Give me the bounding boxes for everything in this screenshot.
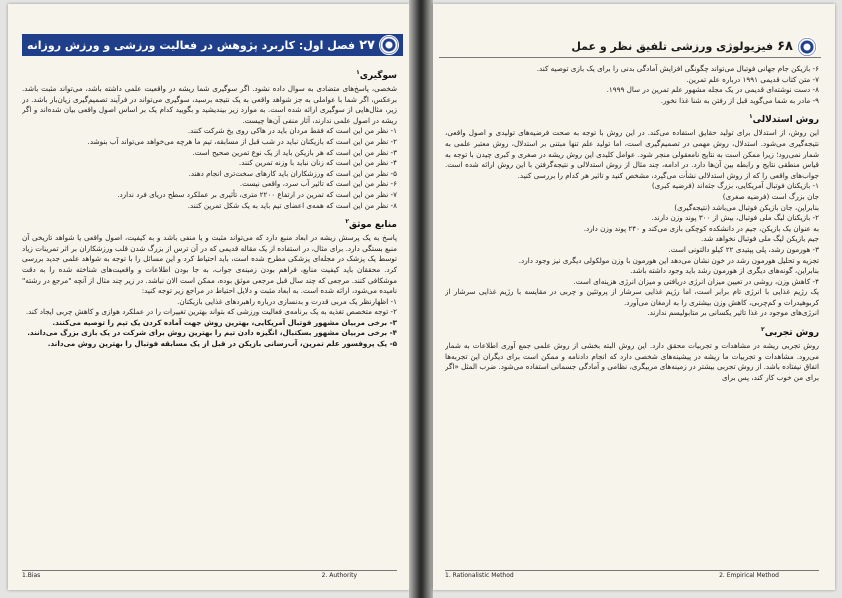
footnote: 1. Rationalistic Method bbox=[445, 572, 514, 579]
section-title-empirical: روش تجربی$^۲$ bbox=[761, 326, 819, 339]
book-title: فیزیولوژی ورزشی تلفیق نظر و عمل bbox=[571, 40, 774, 53]
list-item: یک رژیم غذایی با انرژی تام برابر است، اما رژیم غذایی سرشار از پروتئین و چربی در مقایسه با رژیم غذایی سرشار از کربوهیدرات و کم‌چربی، کاهش وزن بیشتری را به ارمغان می‌آورد. bbox=[445, 287, 819, 307]
list-item: ۴- کاهش وزن، روشی در تعیین میزان انرژی دریافتی و میزان انرژی هزینه‌ای است. bbox=[573, 276, 819, 286]
list-item: ۲- بازیکنان لیگ ملی فوتبال، بیش از ۳۰۰ پوند وزن دارند. bbox=[651, 213, 819, 223]
university-logo-icon bbox=[379, 35, 399, 55]
list-item: ۴- برخی مربیان مشهور بسکتبال، انگیزه دادن تیم را بهترین روش برای شرکت در یک بازی بزرگ می‌دانند. bbox=[27, 328, 397, 338]
list-item: ۱- اظهارنظر یک مربی قدرت و بدنسازی درباره راهبردهای غذایی بازیکنان. bbox=[177, 296, 397, 306]
list-item: به عنوان یک بازیکن، جیم در دانشکده کوچکی بازی می‌کند و ۲۴۰ پوند وزن دارد. bbox=[583, 223, 819, 233]
list-item: ۱- نظر من این است که فقط مردان باید در هاکی روی یخ شرکت کنند. bbox=[187, 126, 397, 136]
footnotes bbox=[22, 570, 397, 582]
list-item: ۸- دست نوشته‌ای قدیمی در یک مجله مشهور علم تمرین در سال ۱۹۹۹. bbox=[606, 85, 819, 95]
page-content bbox=[445, 64, 819, 564]
list-item: ۴- نظر من این است که زنان نباید با وزنه تمرین کنند. bbox=[238, 158, 397, 168]
list-item: ۶- بازیکن جام جهانی فوتبال می‌تواند چگونگی افزایش آمادگی بدنی را برای یک بازی توصیه کند. bbox=[536, 64, 819, 73]
paragraph: پاسخ به یک پرسش ریشه در ابعاد منبع دارد که می‌تواند مثبت و یا منفی باشد و به کیفیت، اصول واقعی یا شواهد تاریخی آن منبع بستگی دارد. برای مثال، در استفاده از یک مقاله قدیمی که در آن ترس از بزرگ شدن قلب ورزشکاران بر اثر تمرینات زیاد توسط یک پزشک در مجله‌ای پزشکی مطرح شده است، باید احتیاط کرد و این مسائل را با توجه به شواهد علمی جدید بررسی کرد. محققان باید کیفیت منابع، فراهم بودن زمینه‌ی جواب، به جا بودن اطلاعات و واقعیت‌های شناخته شده را به دقت موشکافی کنند. مرجعی که چند سال قبل مرجعی موثق بوده، ممکن است الان نباشد. در زیر چند مثال از آنچه "مرجع در رشته" نامیده می‌شود، ارائه شده است. به ابعاد مثبت و دلایل احتیاط در مراجع زیر توجه کنید: bbox=[22, 233, 397, 296]
page-number: ۲۷ bbox=[359, 37, 375, 53]
list-item: بنابراین، گونه‌های دیگری از هورمون رشد باید وجود داشته باشد. bbox=[630, 266, 819, 276]
list-item: ۷- متن کتاب قدیمی ۱۹۹۱ درباره علم تمرین. bbox=[686, 74, 819, 84]
paragraph: شخصی، پاسخ‌های متضادی به سوال داده نشود. اگر سوگیری شما ریشه در واقعیت علمی داشته باشد، می‌تواند مثبت باشد. برعکس، اگر شما با عواملی به جز شواهد واقعی به یک نتیجه برسید، سوگیری می‌تواند در فرآیند تصمیم‌گیری زیان‌بار باشد. در زیر، مثال‌هایی از سوگیری ارائه شده است. به موارد زیر بیندیشید و بگویید کدام یک بر اساس اصول واقعی بیان شده‌اند و اگر ریشه در اصول علمی ندارند، آثار منفی آن‌ها چیست. bbox=[22, 84, 397, 125]
right-page bbox=[433, 4, 835, 590]
book-spine bbox=[409, 0, 433, 598]
list-item: جیم بازیکن لیگ ملی فوتبال نخواهد شد. bbox=[701, 234, 819, 244]
list-item: ۳- هورمون رشد، پلی پپتیدی ۲۲ کیلو دالتونی است. bbox=[668, 244, 819, 254]
footnote: 1.Bias bbox=[22, 572, 41, 579]
left-page bbox=[8, 4, 409, 590]
university-logo-icon bbox=[797, 37, 817, 57]
section-title-bias: سوگیری$^۱$ bbox=[356, 69, 397, 81]
list-item: تجزیه و تحلیل هورمون رشد در خون نشان می‌دهد این هورمون با وزن مولکولی دیگری نیز وجود دارد. bbox=[518, 255, 819, 265]
list-item: ۹- مادر به شما می‌گوید قبل از رفتن به شنا غذا نخور. bbox=[660, 95, 819, 105]
footnote: 2. Authority bbox=[321, 572, 357, 579]
list-item: ۵- نظر من این است که ورزشکاران باید کارهای سخت‌تری انجام دهند. bbox=[188, 168, 397, 178]
list-item: ۵- یک پروفسور علم تمرین، آب‌رسانی بازیکن در قبل از یک مسابقه فوتبال را بهترین روش می‌داند. bbox=[47, 339, 397, 349]
page-header bbox=[439, 36, 821, 58]
footnotes bbox=[445, 570, 819, 582]
chapter-title: فصل اول: کاربرد پژوهش در فعالیت ورزشی و ورزش روزانه bbox=[26, 38, 356, 52]
paragraph: روش تجربی ریشه در مشاهدات و تجربیات محقق دارد. این روش البته بخشی از روش علمی جمع آوری اطلاعات به شمار می‌رود. مشاهدات و تجربیات ما ریشه در پیشینه‌های شخصی دارد که انجام دادنامه و ممکن است برای دیگران این تجربه‌ها اتفاق نیفتاده باشد. از روش تجربی بیشتر در زمینه‌های مربیگری، نظامی و آمادگی جسمانی استفاده می‌شود. ضرب المثل «اگر برای من خوب کار کند، پس برای bbox=[445, 341, 819, 382]
list-item: ۱- بازیکنان فوتبال آمریکایی، بزرگ جثه‌اند (فرضیه کبری) bbox=[651, 181, 819, 191]
list-item: بنابراین، جان بازیکن فوتبال می‌باشد (نتیجه‌گیری) bbox=[674, 202, 819, 212]
section-title-rationalistic: روش استدلالی$^۱$ bbox=[749, 113, 819, 126]
page-number: ۶۸ bbox=[777, 39, 793, 54]
footnote: 2. Empirical Method bbox=[719, 572, 779, 579]
page-content bbox=[22, 62, 397, 564]
list-item: ۷- نظر من این است که تمرین در ارتفاع ۲۲۰۰ متری، تأثیری بر عملکرد سطح دریای فرد ندارد. bbox=[117, 189, 397, 199]
list-item: ۲- نظر من این است که بازیکنان نباید در شب قبل از مسابقه، تیم ما هرچه می‌خواهد می‌تواند آب بنوشد. bbox=[87, 136, 397, 146]
page-header bbox=[22, 34, 403, 56]
list-item: ۲- توجه متخصص تغذیه به یک برنامه‌ی فعالیت ورزشی که بتواند بهترین تغییرات را در عملکرد هوازی و کاهش چربی ایجاد کند. bbox=[25, 307, 397, 317]
section-title-authority: منابع موثق$^۲$ bbox=[345, 218, 397, 231]
list-item: ۳- برخی مربیان مشهور فوتبال آمریکایی، بهترین روش جهت آماده کردن یک تیم را توصیه می‌کنند. bbox=[52, 317, 397, 327]
paragraph: این روش، از استدلال برای تولید حقایق استفاده می‌کند. در این روش با توجه به صحت فرضیه‌های تولیدی و اصول واقعی، نتیجه‌گیری می‌شود. استدلال، روش مهمی در تصمیم‌گیری است، اما تولید علم تنها مبتنی بر استدلال، روش معتبر علمی به شمار نمی‌رود؛ زیرا ممکن است به نتایج نامعقولی منجر شود. عوامل کلیدی این روش ریشه در صغری و کبری چیدن با توجه به قیاس منطقی نتایج و رابطه بین آن‌ها دارد. در ادامه، چند مثال از روش استدلالی و نتیجه‌گرفتن با این روش ارائه شده است. جواب‌های واقعی را که از روش استدلالی نشأت می‌گیرد، مشخص کنید و تاثیر هر کدام را بررسی کنید. bbox=[445, 128, 819, 180]
list-item: ۳- نظر من این است که هر بازیکن باید از یک نوع تمرین صحیح است. bbox=[192, 147, 397, 157]
list-item: ۶- نظر من این است که تاثیر آب سرد، واقعی نیست. bbox=[239, 179, 397, 189]
list-item: ۸- نظر من این است که همه‌ی اعضای تیم باید به یک شکل تمرین کنند. bbox=[187, 200, 397, 210]
list-item: جان بزرگ است (فرضیه صغری) bbox=[722, 191, 819, 201]
list-item: انرژی‌های موجود در غذا تاثیر یکسانی بر متابولیسم ندارند. bbox=[647, 308, 819, 318]
